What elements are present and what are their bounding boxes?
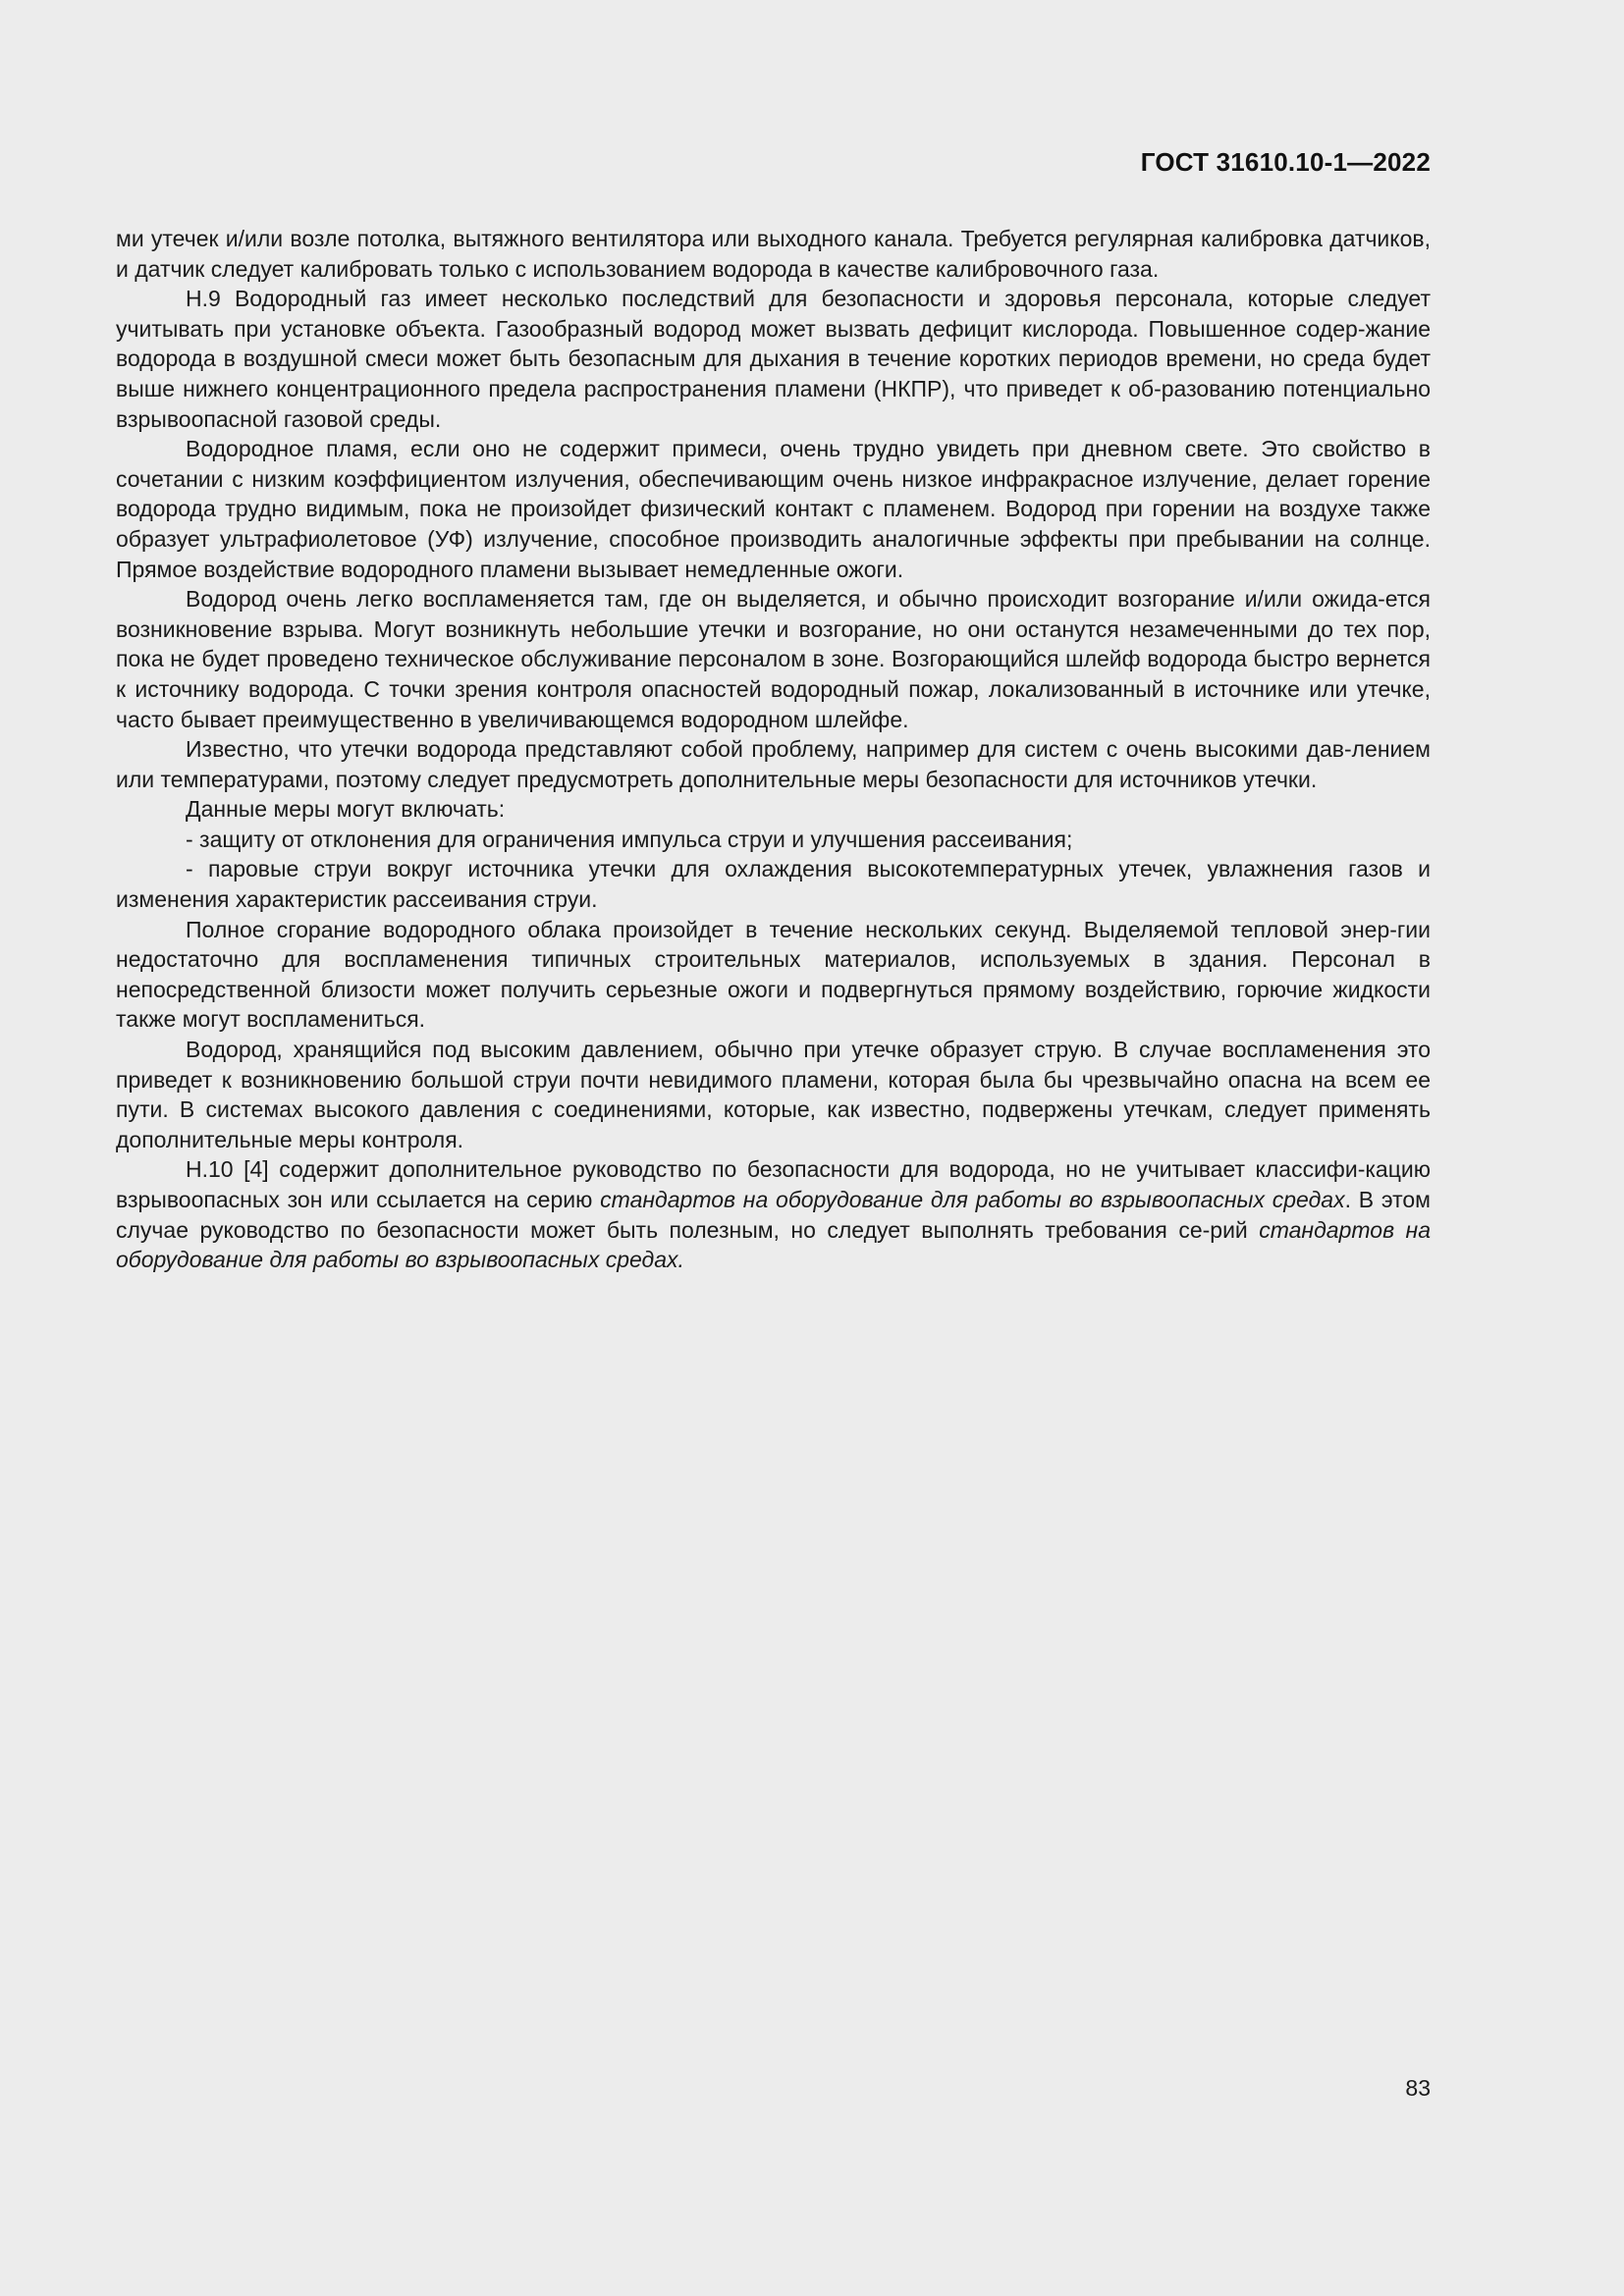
paragraph xyxy=(116,434,1431,584)
text-segment: Известно, что утечки водорода представляют собой проблему, например для систем с очень высокими дав-лением или температурами, поэтому следует предусмотреть дополнительные меры безопасности для источников утечки. xyxy=(116,736,1431,792)
paragraph xyxy=(116,825,1431,855)
paragraph xyxy=(116,734,1431,794)
page-number: 83 xyxy=(1405,2075,1431,2101)
text-segment: ми утечек и/или возле потолка, вытяжного вентилятора или выходного канала. Требуется регулярная калибровка датчиков, и датчик следует калибровать только с использованием водорода в качестве калибровочного газа. xyxy=(116,226,1431,282)
text-segment: Водород очень легко воспламеняется там, где он выделяется, и обычно происходит возгорание и/или ожида-ется возникновение взрыва. Могут возникнуть небольшие утечки и возгорание, но они останутся незамеченными до тех пор, пока не будет проведено техническое обслуживание персоналом в зоне. Возгорающийся шлейф водорода быстро вернется к источнику водорода. С точки зрения контроля опасностей водородный пожар, локализованный в источнике или утечке, часто бывает преимущественно в увеличивающемся водородном шлейфе. xyxy=(116,586,1431,732)
text-segment: - паровые струи вокруг источника утечки для охлаждения высокотемпературных утечек, увлажнения газов и изменения характеристик рассеивания струи. xyxy=(116,856,1431,913)
italic-text-segment: стандартов на оборудование для работы во взрывоопасных средах xyxy=(600,1187,1345,1212)
standard-code-header: ГОСТ 31610.10-1—2022 xyxy=(1140,147,1431,177)
text-segment: - защиту от отклонения для ограничения импульса струи и улучшения рассеивания; xyxy=(186,826,1073,852)
text-segment: Водородное пламя, если оно не содержит примеси, очень трудно увидеть при дневном свете. Это свойство в сочетании с низким коэффициентом излучения, обеспечивающим очень низкое инфракрасное излучение, делает горение водорода трудно видимым, пока не произойдет физический контакт с пламенем. Водород при горении на воздухе также образует ультрафиолетовое (УФ) излучение, способное производить аналогичные эффекты при пребывании на солнце. Прямое воздействие водородного пламени вызывает немедленные ожоги. xyxy=(116,436,1431,582)
body-text xyxy=(116,224,1431,1275)
text-segment: Полное сгорание водородного облака произойдет в течение нескольких секунд. Выделяемой тепловой энер-гии недостаточно для воспламенения типичных строительных материалов, используемых в здания. Персонал в непосредственной близости может получить серьезные ожоги и подвергнуться прямому воздействию, горючие жидкости также могут воспламениться. xyxy=(116,916,1431,1033)
paragraph xyxy=(116,284,1431,434)
italic-text-segment: стандартов на оборудование для работы во взрывоопасных средах. xyxy=(116,1216,1431,1273)
paragraph xyxy=(116,915,1431,1035)
paragraph xyxy=(116,1035,1431,1154)
text-segment: Н.10 [4] содержит дополнительное руководство по безопасности для водорода, но не учитывает классифи-кацию взрывоопасных зон или ссылается на серию xyxy=(116,1156,1431,1212)
paragraph xyxy=(116,794,1431,825)
text-segment: Данные меры могут включать: xyxy=(186,796,506,823)
paragraph xyxy=(116,584,1431,734)
paragraph xyxy=(116,854,1431,914)
text-segment: Водород, хранящийся под высоким давлением, обычно при утечке образует струю. В случае воспламенения это приведет к возникновению большой струи почти невидимого пламени, которая была бы чрезвычайно опасна на всем ее пути. В системах высокого давления с соединениями, которые, как известно, подвержены утечкам, следует применять дополнительные меры контроля. xyxy=(116,1037,1431,1152)
paragraph xyxy=(116,1154,1431,1274)
text-segment: Н.9 Водородный газ имеет несколько последствий для безопасности и здоровья персонала, которые следует учитывать при установке объекта. Газообразный водород может вызвать дефицит кислорода. Повышенное содер-жание водорода в воздушной смеси может быть безопасным для дыхания в течение коротких периодов времени, но среда будет выше нижнего концентрационного предела распространения пламени (НКПР), что приведет к об-разованию потенциально взрывоопасной газовой среды. xyxy=(116,286,1431,432)
paragraph xyxy=(116,224,1431,284)
text-segment: . В этом случае руководство по безопасности может быть полезным, но следует выполнять требования се-рий xyxy=(116,1187,1431,1243)
